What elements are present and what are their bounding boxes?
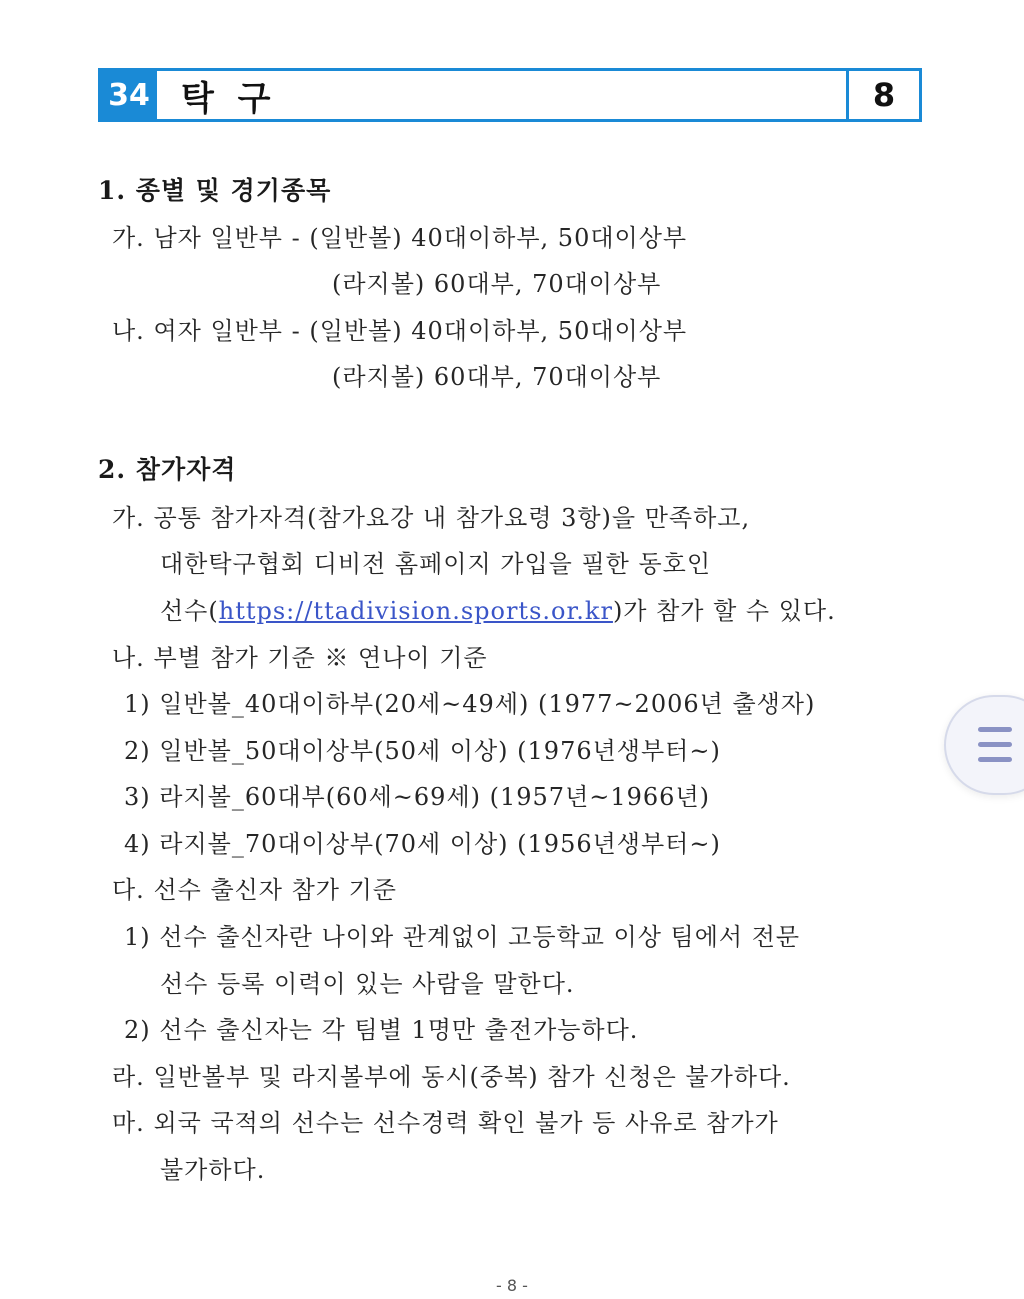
list-item: 가. 남자 일반부 - (일반볼) 40대이하부, 50대이상부 bbox=[112, 224, 688, 252]
list-item: 2) 일반볼_50대이상부(50세 이상) (1976년생부터~) bbox=[124, 737, 721, 765]
hamburger-menu-icon[interactable] bbox=[944, 695, 1024, 795]
list-item: 대한탁구협회 디비전 홈페이지 가입을 필한 동호인 bbox=[160, 550, 712, 578]
list-item: 2) 선수 출신자는 각 팀별 1명만 출전가능하다. bbox=[124, 1016, 639, 1044]
list-item: 나. 여자 일반부 - (일반볼) 40대이하부, 50대이상부 bbox=[112, 317, 688, 345]
menu-bar bbox=[978, 727, 1012, 732]
page-footer-number: - 8 - bbox=[496, 1276, 528, 1295]
link-prefix: 선수( bbox=[160, 597, 219, 625]
section-number: 34 bbox=[101, 71, 157, 119]
list-item: (라지볼) 60대부, 70대이상부 bbox=[332, 363, 662, 391]
menu-bar bbox=[978, 757, 1012, 762]
section-title: 탁 구 bbox=[181, 78, 277, 119]
list-item: 4) 라지볼_70대이상부(70세 이상) (1956년생부터~) bbox=[124, 830, 721, 858]
list-item: (라지볼) 60대부, 70대이상부 bbox=[332, 270, 662, 298]
list-item: 가. 공통 참가자격(참가요강 내 참가요령 3항)을 만족하고, bbox=[112, 504, 751, 532]
list-item: 1) 선수 출신자란 나이와 관계없이 고등학교 이상 팀에서 전문 bbox=[124, 923, 801, 951]
section-header bbox=[98, 68, 922, 122]
link-suffix: )가 참가 할 수 있다. bbox=[612, 597, 836, 625]
list-item: 라. 일반볼부 및 라지볼부에 동시(중복) 참가 신청은 불가하다. bbox=[112, 1063, 791, 1091]
list-item: 선수 등록 이력이 있는 사람을 말한다. bbox=[160, 970, 575, 998]
heading-categories: 1. 종별 및 경기종목 bbox=[98, 176, 332, 205]
list-item: 불가하다. bbox=[160, 1156, 266, 1184]
list-item: 마. 외국 국적의 선수는 선수경력 확인 불가 등 사유로 참가가 bbox=[112, 1109, 779, 1137]
division-homepage-link[interactable]: https://ttadivision.sports.or.kr bbox=[218, 597, 613, 625]
header-page-number: 8 bbox=[846, 71, 919, 119]
list-item: 1) 일반볼_40대이하부(20세~49세) (1977~2006년 출생자) bbox=[124, 690, 816, 718]
menu-bar bbox=[978, 742, 1012, 747]
list-item-with-link bbox=[160, 595, 836, 627]
heading-eligibility: 2. 참가자격 bbox=[98, 455, 237, 484]
list-item: 3) 라지볼_60대부(60세~69세) (1957년~1966년) bbox=[124, 783, 710, 811]
list-item: 나. 부별 참가 기준 ※ 연나이 기준 bbox=[112, 644, 488, 672]
list-item: 다. 선수 출신자 참가 기준 bbox=[112, 876, 397, 904]
